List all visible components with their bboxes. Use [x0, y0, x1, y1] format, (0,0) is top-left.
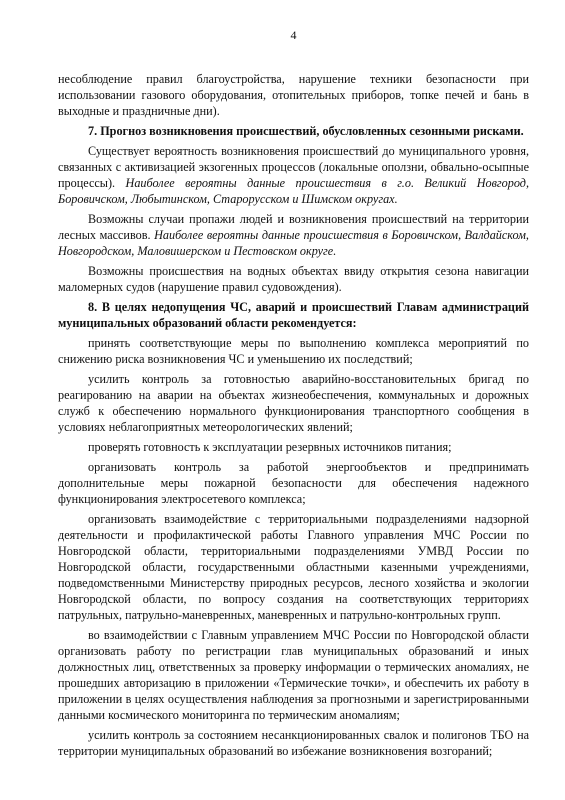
paragraph-text: несоблюдение правил благоустройства, нарушение техники безопасности при использовании газового оборудования, отопительных приборов, топке печей и бань в выходные и праздничные дни).	[58, 72, 529, 118]
paragraph-italic-text: Наиболее вероятны данные происшествия в Боровичском, Валдайском, Новгородском, Маловишерском и Пестовском округе.	[58, 228, 529, 258]
recommendation-item	[58, 727, 529, 759]
paragraph-forest	[58, 211, 529, 259]
section-heading-7	[58, 123, 529, 139]
recommendation-item	[58, 627, 529, 723]
heading-text: 8. В целях недопущения ЧС, аварий и происшествий Главам администраций муниципальных образований области рекомендуется:	[58, 300, 529, 330]
paragraph-water	[58, 263, 529, 295]
paragraph-text: организовать контроль за работой энергообъектов и предпринимать дополнительные меры пожарной безопасности для обеспечения надежного функционирования электросетевого комплекса;	[58, 460, 529, 506]
paragraph-text: усилить контроль за готовностью аварийно-восстановительных бригад по реагированию на аварии на объектах жизнеобеспечения, коммунальных и дорожных служб к обеспечению нормального функционирования транспортного сообщения в условиях неблагоприятных метеорологических явлений;	[58, 372, 529, 434]
paragraph-text: принять соответствующие меры по выполнению комплекса мероприятий по снижению риска возникновения ЧС и уменьшению их последствий;	[58, 336, 529, 366]
recommendation-item	[58, 459, 529, 507]
paragraph-text: проверять готовность к эксплуатации резервных источников питания;	[88, 440, 452, 454]
paragraph-exogenous	[58, 143, 529, 207]
recommendation-item	[58, 511, 529, 623]
paragraph-italic-text: Наиболее вероятны данные происшествия в г.о. Великий Новгород, Боровичском, Любытинском, Старорусском и Шимском округах.	[58, 176, 529, 206]
paragraph-text: Возможны случаи пропажи людей и возникновения происшествий на территории лесных массивов.	[58, 212, 529, 242]
page-number: 4	[290, 28, 297, 42]
paragraph-text: организовать взаимодействие с территориальными подразделениями надзорной деятельности и профилактической работы Главного управления МЧС России по Новгородской области, территориальными подразделениями УМВД России по Новгородской области, государственными областными казенными учреждениями, подведомственными Министерству природных ресурсов, лесного хозяйства и экологии Новгородской области, по вопросу создания на соответствующих территориях патрульных, патрульно-маневренных, маневренных и патрульно-контрольных групп.	[58, 512, 529, 622]
paragraph-text: Существует вероятность возникновения происшествий до муниципального уровня, связанных с активизацией экзогенных процессов (локальные оползни, обвально-осыпные процессы).	[58, 144, 529, 190]
section-heading-8	[58, 299, 529, 331]
paragraph-text: Возможны происшествия на водных объектах ввиду открытия сезона навигации маломерных судов (нарушение правил судовождения).	[58, 264, 529, 294]
recommendation-item	[58, 371, 529, 435]
recommendation-item	[58, 335, 529, 367]
paragraph-text: усилить контроль за состоянием несанкционированных свалок и полигонов ТБО на территории муниципальных образований во избежание возникновения возгораний;	[58, 728, 529, 758]
recommendation-item	[58, 439, 529, 455]
heading-text: 7. Прогноз возникновения происшествий, обусловленных сезонными рисками.	[88, 124, 524, 138]
paragraph-continuation	[58, 71, 529, 119]
paragraph-text: во взаимодействии с Главным управлением МЧС России по Новгородской области организовать работу по регистрации глав муниципальных образований и иных должностных лиц, ответственных за проверку информации о термических аномалиях, не прошедших авторизацию в приложении «Термические точки», и обеспечить их работу в приложении в целях осуществления наблюдения за прогнозными и зарегистрированными данными космического мониторинга по термическим аномалиям;	[58, 628, 529, 722]
